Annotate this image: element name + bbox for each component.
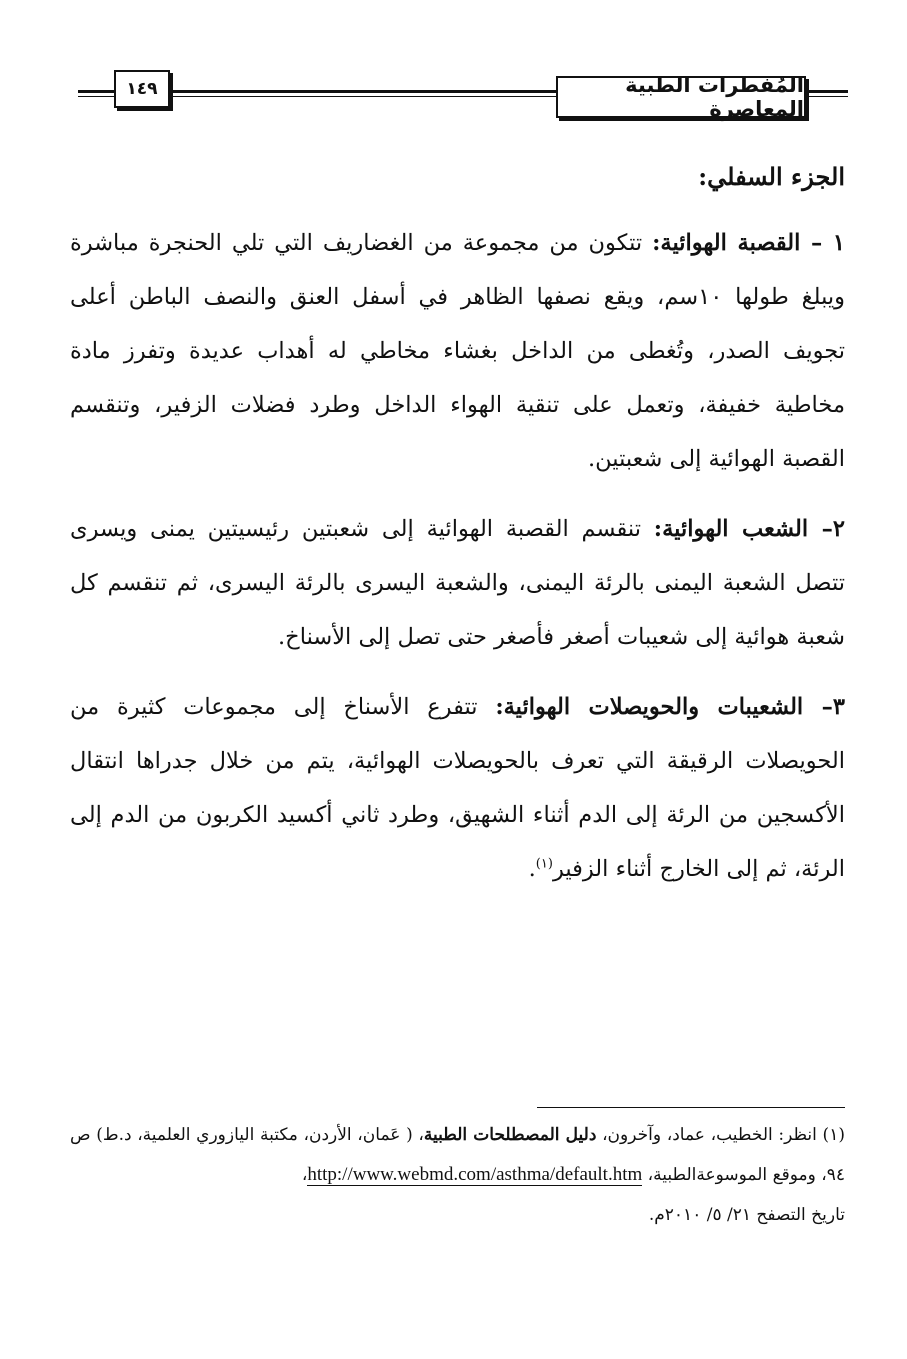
footnote-date-line: تاريخ التصفح ٢١/ ٥/ ٢٠١٠م. [648, 1205, 845, 1225]
footnote-separator [537, 1107, 845, 1108]
item-lead: ١ – القصبة الهوائية: [652, 230, 845, 256]
main-text [70, 150, 845, 912]
running-title: المُفطرات الطبية المعاصرة [556, 76, 806, 118]
item-text: تتكون من مجموعة من الغضاريف التي تلي الحنجرة مباشرة ويبلغ طولها ١٠سم، ويقع نصفها الظاهر في أسفل العنق والنصف الباطن أعلى تجويف الصدر، وتُغطى من الداخل بغشاء مخاطي له أهداب عديدة وتفرز مادة مخاطية خفيفة، وتعمل على تنقية الهواء الداخل وطرد فضلات الزفير، وتنقسم القصبة الهوائية إلى شعبتين. [70, 230, 845, 472]
footnote-1 [70, 1115, 845, 1195]
item-lead: ٣– الشعيبات والحويصلات الهوائية: [495, 694, 845, 720]
item-text: تنقسم القصبة الهوائية إلى شعبتين رئيسيتين يمنى ويسرى تتصل الشعبة اليمنى بالرئة اليمنى، والشعبة اليسرى بالرئة اليسرى، ثم تنقسم كل شعبة هوائية إلى شعيبات أصغر فأصغر حتى تصل إلى الأسناخ. [70, 516, 845, 650]
page-header [78, 62, 848, 122]
item-text: تتفرع الأسناخ إلى مجموعات كثيرة من الحويصلات الرقيقة التي تعرف بالحويصلات الهوائية، يتم من خلال جدراها انتقال الأكسجين من الرئة إلى الدم أثناء الشهيق، وطرد ثاني أكسيد الكربون من الدم إلى الرئة، ثم إلى الخارج أثناء الزفير [70, 694, 845, 882]
footnote-book-title: دليل المصطلحات الطبية [423, 1125, 597, 1145]
paragraph-trachea [70, 216, 845, 486]
page-number: ١٤٩ [114, 70, 170, 108]
paragraph-bronchioles [70, 680, 845, 896]
footnote-rest: ، ( عَمان، الأردن، مكتبة اليازوري العلمية، د.ط) ص ٩٤، وموقع الموسوعةالطبية، [70, 1125, 845, 1185]
footnotes [70, 1115, 845, 1235]
footnote-url-link[interactable]: http://www.webmd.com/asthma/default.htm [307, 1164, 643, 1185]
footnote-prefix: (١) انظر: الخطيب، عماد، وآخرون، [596, 1125, 845, 1145]
footnote-after-url: ، [301, 1165, 308, 1185]
item-lead: ٢– الشعب الهوائية: [653, 516, 845, 542]
item-tail: . [528, 856, 536, 882]
footnote-reference[interactable]: (١) [535, 856, 553, 872]
section-heading: الجزء السفلي: [698, 162, 845, 191]
paragraph-bronchi [70, 502, 845, 664]
